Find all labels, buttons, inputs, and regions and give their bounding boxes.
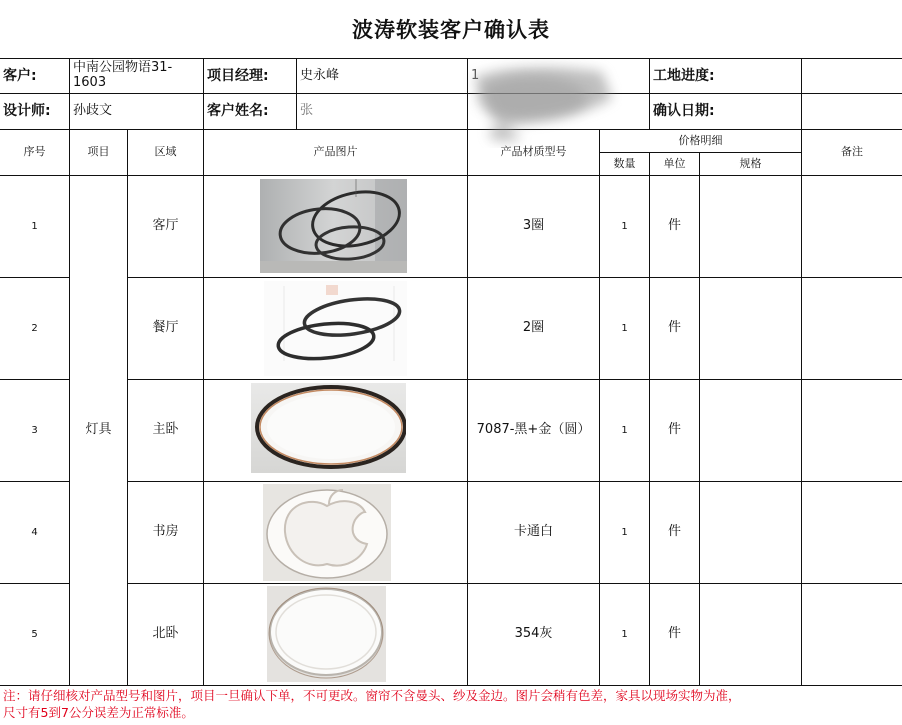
row-material: 7087-黑+金（圆） <box>476 422 591 438</box>
col-area: 区域 <box>154 145 177 159</box>
row-unit: 件 <box>667 218 681 234</box>
client-name-label: 客户姓名: <box>207 103 269 120</box>
customer-label: 客户: <box>3 67 37 84</box>
row-material: 354灰 <box>514 626 553 642</box>
row-qty: 1 <box>621 424 628 436</box>
row-unit: 件 <box>667 626 681 642</box>
row-qty: 1 <box>621 220 628 232</box>
confirm-date-label: 确认日期: <box>653 103 715 120</box>
manager-label: 项目经理: <box>207 67 269 84</box>
row-qty: 1 <box>621 526 628 538</box>
row-index: 4 <box>31 526 38 538</box>
row-index: 3 <box>31 424 38 436</box>
col-qty: 数量 <box>613 156 636 170</box>
col-spec: 规格 <box>739 156 762 170</box>
col-remark: 备注 <box>841 145 863 159</box>
row-unit: 件 <box>667 422 681 438</box>
row-area: 主卧 <box>152 422 179 438</box>
row-qty: 1 <box>621 628 628 640</box>
item-category: 灯具 <box>85 422 112 438</box>
three-ring-pendant-photo <box>260 179 407 273</box>
round-grey-ceiling-light-photo <box>267 586 386 682</box>
apple-shape-ceiling-light-photo <box>263 484 391 581</box>
row-material: 2圈 <box>522 320 545 336</box>
footer-note-line1: 注：请仔细核对产品型号和图片，项目一旦确认下单，不可更改。窗帘不含曼头、纱及金边。图片会稍有色差，家具以现场实物为准， <box>3 688 741 703</box>
two-ring-pendant-photo <box>264 281 407 376</box>
row-area: 书房 <box>152 524 179 540</box>
row-material: 卡通白 <box>513 524 553 540</box>
row-area: 客厅 <box>152 218 179 234</box>
round-ceiling-light-photo <box>251 383 406 473</box>
designer-value: 孙歧文 <box>73 103 113 119</box>
col-index: 序号 <box>23 145 46 159</box>
customer-value: 中南公园物语31-1603 <box>73 60 173 90</box>
footer-note <box>3 687 899 721</box>
manager-value: 史永峰 <box>300 67 340 83</box>
page-title: 波涛软装客户确认表 <box>352 17 550 42</box>
row-material: 3圈 <box>522 218 545 234</box>
client-name-value: 张 <box>300 103 314 119</box>
col-unit: 单位 <box>663 156 686 170</box>
row-area: 餐厅 <box>152 320 179 336</box>
manager-phone: 1 <box>471 67 480 83</box>
col-price-group: 价格明细 <box>678 133 723 147</box>
row-qty: 1 <box>621 322 628 334</box>
row-index: 1 <box>31 220 38 232</box>
designer-label: 设计师: <box>3 103 51 120</box>
row-area: 北卧 <box>152 626 179 642</box>
footer-note-line2: 尺寸有5到7公分误差为正常标准。 <box>3 705 194 720</box>
col-item: 项目 <box>87 145 110 159</box>
col-material: 产品材质型号 <box>500 145 567 159</box>
row-unit: 件 <box>667 320 681 336</box>
row-index: 5 <box>31 628 38 640</box>
row-unit: 件 <box>667 524 681 540</box>
row-index: 2 <box>31 322 38 334</box>
progress-label: 工地进度: <box>653 67 715 84</box>
col-image: 产品图片 <box>313 145 358 159</box>
